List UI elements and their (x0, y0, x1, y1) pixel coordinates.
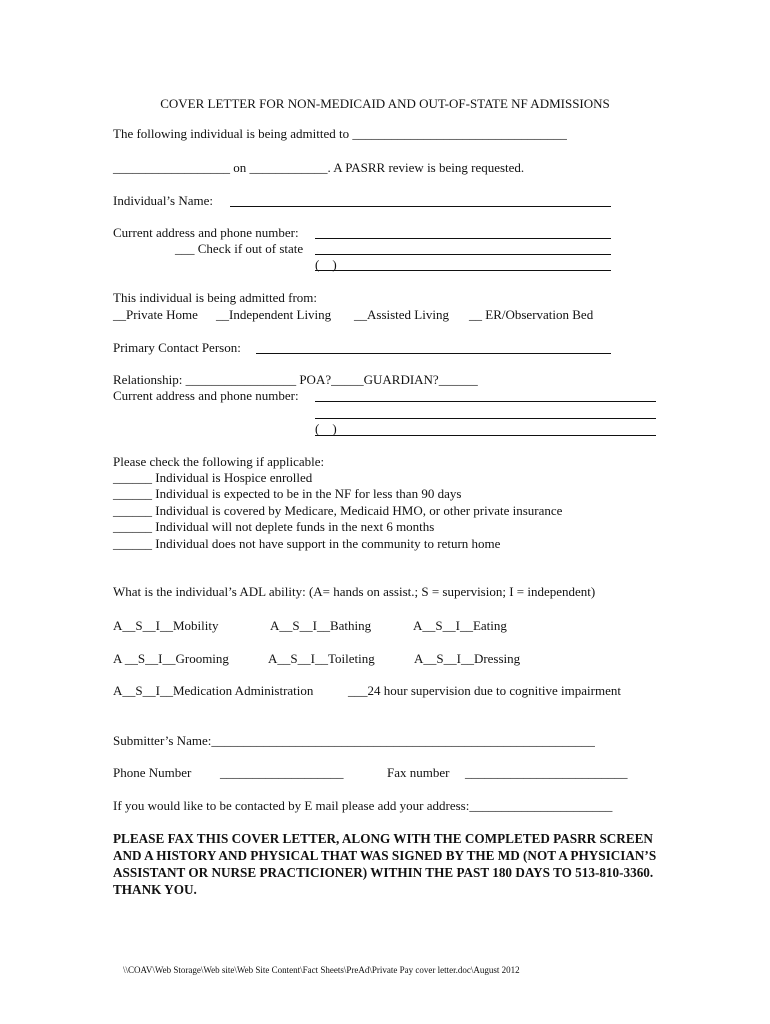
checklist-item-no-support[interactable]: ______ Individual does not have support in the community to return home (113, 536, 501, 551)
adl-toileting[interactable]: A__S__I__Toileting (268, 651, 375, 666)
fax-instructions: PLEASE FAX THIS COVER LETTER, ALONG WITH THE COMPLETED PASRR SCREEN AND A HISTORY AND PHYSICAL THAT WAS SIGNED BY THE MD (NOT A PHYSICIAN’S ASSISTANT OR NURSE PRACTICIONER) WITHIN THE PAST 180 DAYS TO 513-810-3360. THANK YOU. (113, 831, 657, 897)
contact-address-line1[interactable] (315, 401, 656, 402)
admitted-from-private-home[interactable]: __Private Home (113, 307, 198, 322)
admitted-from-label: This individual is being admitted from: (113, 290, 318, 305)
individual-name-field[interactable] (230, 206, 611, 207)
phone-area-code: ( ) (315, 257, 337, 272)
checklist-item-under-90-days[interactable]: ______ Individual is expected to be in the NF for less than 90 days (113, 486, 462, 501)
contact-address-label: Current address and phone number: (113, 388, 299, 403)
adl-question: What is the individual’s ADL ability: (A= hands on assist.; S = supervision; I = independent) (113, 584, 596, 599)
admitted-from-independent-living[interactable]: __Independent Living (216, 307, 332, 322)
fax-number-label: Fax number (387, 765, 450, 780)
adl-medication[interactable]: A__S__I__Medication Administration (113, 683, 314, 698)
phone-number-label: Phone Number (113, 765, 192, 780)
contact-phone-area-code: ( ) (315, 421, 337, 436)
email-line[interactable]: If you would like to be contacted by E mail please add your address:______________________ (113, 798, 613, 813)
adl-mobility[interactable]: A__S__I__Mobility (113, 618, 219, 633)
phone-number-field[interactable]: ___________________ (220, 765, 344, 780)
checklist-item-hospice[interactable]: ______ Individual is Hospice enrolled (113, 470, 313, 485)
contact-address-line2[interactable] (315, 418, 656, 419)
adl-eating[interactable]: A__S__I__Eating (413, 618, 507, 633)
admitted-from-er-observation[interactable]: __ ER/Observation Bed (469, 307, 594, 322)
fax-number-field[interactable]: _________________________ (465, 765, 628, 780)
contact-phone-field[interactable] (315, 435, 656, 436)
phone-field[interactable] (315, 270, 611, 271)
checklist-item-insurance[interactable]: ______ Individual is covered by Medicare, Medicaid HMO, or other private insurance (113, 503, 563, 518)
intro-line-pasrr-request[interactable]: __________________ on ____________. A PASRR review is being requested. (113, 160, 525, 175)
checklist-item-funds[interactable]: ______ Individual will not deplete funds in the next 6 months (113, 519, 435, 534)
primary-contact-field[interactable] (256, 353, 611, 354)
admitted-from-assisted-living[interactable]: __Assisted Living (354, 307, 449, 322)
adl-bathing[interactable]: A__S__I__Bathing (270, 618, 372, 633)
adl-24hr-supervision[interactable]: ___24 hour supervision due to cognitive impairment (348, 683, 621, 698)
individual-name-label: Individual’s Name: (113, 193, 214, 208)
primary-contact-label: Primary Contact Person: (113, 340, 241, 355)
checklist-heading: Please check the following if applicable: (113, 454, 325, 469)
adl-dressing[interactable]: A__S__I__Dressing (414, 651, 521, 666)
page-title: COVER LETTER FOR NON-MEDICAID AND OUT-OF-STATE NF ADMISSIONS (160, 96, 610, 111)
intro-line-admitted-to[interactable]: The following individual is being admitted to _________________________________ (113, 126, 567, 141)
address-field-line1[interactable] (315, 238, 611, 239)
out-of-state-check[interactable]: ___ Check if out of state (175, 241, 304, 256)
current-address-label: Current address and phone number: (113, 225, 299, 240)
relationship-line[interactable]: Relationship: _________________ POA?_____GUARDIAN?______ (113, 372, 478, 387)
address-field-line2[interactable] (315, 254, 611, 255)
adl-grooming[interactable]: A __S__I__Grooming (113, 651, 229, 666)
submitter-name-line[interactable]: Submitter’s Name:___________________________________________________________ (113, 733, 595, 748)
footer-file-path: \\COAV\Web Storage\Web site\Web Site Content\Fact Sheets\PreAd\Private Pay cover letter.doc\August 2012 (123, 965, 520, 975)
